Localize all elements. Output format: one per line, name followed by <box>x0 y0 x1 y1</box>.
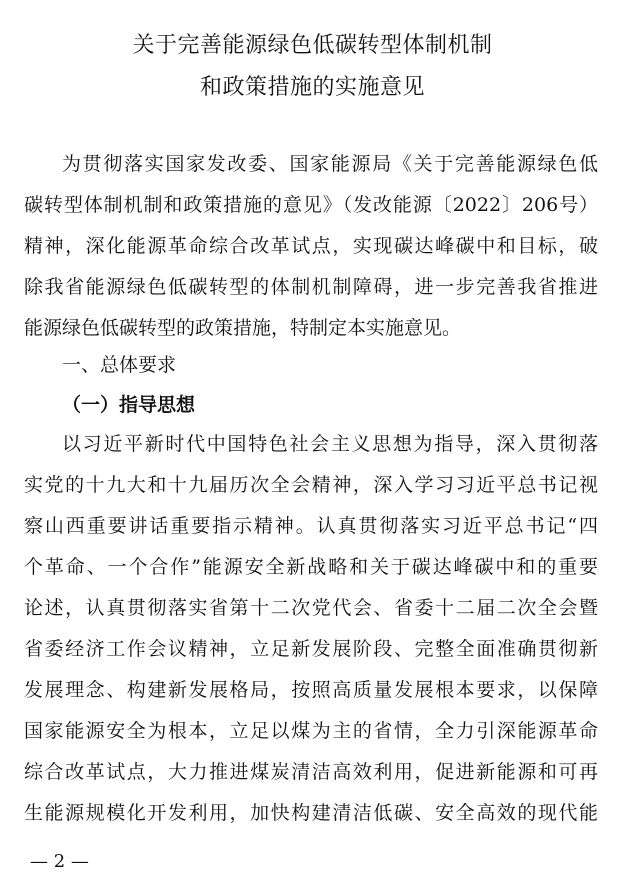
intro-line-5: 能源绿色低碳转型的政策措施，特制定本实施意见。 <box>24 317 462 339</box>
intro-line-3: 精神，深化能源革命综合改革试点，实现碳达峰碳中和目标，破 <box>24 235 598 257</box>
document-title-line-1: 关于完善能源绿色低碳转型体制机制 <box>132 33 493 58</box>
intro-line-2: 碳转型体制机制和政策措施的意见》（发改能源〔2022〕206号） <box>24 194 598 216</box>
body-line-10: 生能源规模化开发利用，加快构建清洁低碳、安全高效的现代能 <box>24 802 598 824</box>
body-line-2: 实党的十九大和十九届历次全会精神，深入学习习近平总书记视 <box>24 474 598 496</box>
section-heading-general-requirements: 一、总体要求 <box>62 354 177 376</box>
body-line-8: 国家能源安全为根本，立足以煤为主的省情，全力引深能源革命 <box>24 720 598 742</box>
page-number: — 2 — <box>30 851 89 872</box>
body-line-4: 个革命、一个合作”能源安全新战略和关于碳达峰碳中和的重要 <box>24 556 598 578</box>
body-line-6: 省委经济工作会议精神，立足新发展阶段、完整全面准确贯彻新 <box>24 638 598 660</box>
document-title-line-2: 和政策措施的实施意见 <box>199 75 425 100</box>
intro-line-1: 为贯彻落实国家发改委、国家能源局《关于完善能源绿色低 <box>62 153 598 175</box>
subsection-heading-guiding-ideology: （一）指导思想 <box>62 394 196 416</box>
body-line-9: 综合改革试点，大力推进煤炭清洁高效利用，促进新能源和可再 <box>24 761 598 783</box>
body-line-7: 发展理念、构建新发展格局，按照高质量发展根本要求，以保障 <box>24 679 598 701</box>
body-line-5: 论述，认真贯彻落实省第十二次党代会、省委十二届二次全会暨 <box>24 597 598 619</box>
body-line-1: 以习近平新时代中国特色社会主义思想为指导，深入贯彻落 <box>62 433 598 455</box>
body-line-3: 察山西重要讲话重要指示精神。认真贯彻落实习近平总书记“四 <box>24 515 598 537</box>
intro-line-4: 除我省能源绿色低碳转型的体制机制障碍，进一步完善我省推进 <box>24 276 598 298</box>
